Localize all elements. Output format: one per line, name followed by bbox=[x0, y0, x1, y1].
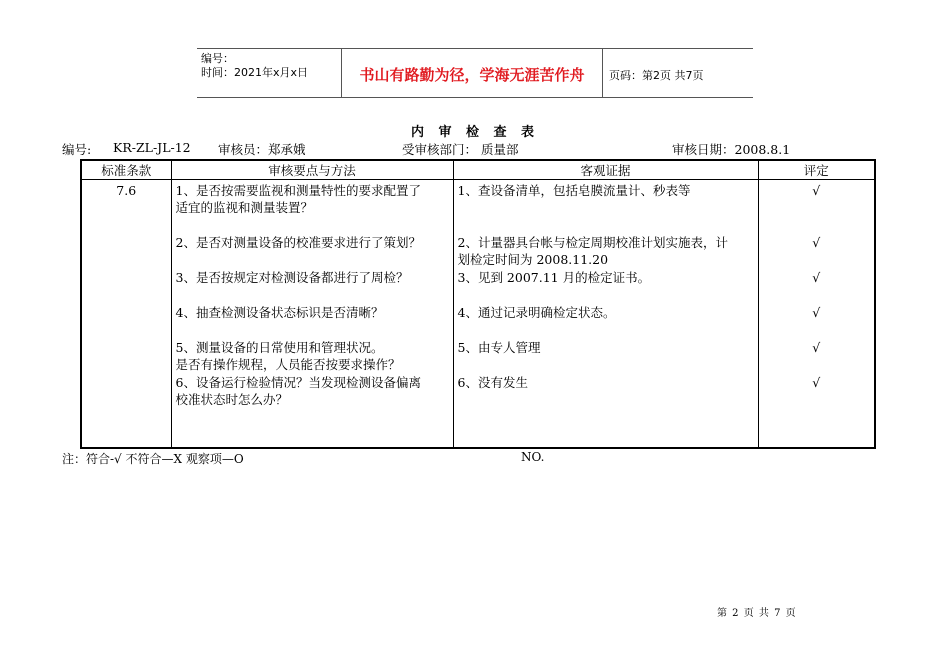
header-evidence: 客观证据 bbox=[453, 160, 758, 180]
point-line: 是否有操作规程，人员能否按要求操作？ bbox=[175, 357, 401, 372]
header-time: 时间：2021年x月x日 bbox=[201, 66, 309, 79]
point-line: 4、抽查检测设备状态标识是否清晰？ bbox=[175, 305, 384, 320]
header-info bbox=[201, 52, 339, 80]
table-header-row bbox=[81, 160, 875, 180]
header-divider bbox=[341, 49, 342, 97]
points-cell bbox=[171, 180, 453, 449]
check-mark: √ bbox=[812, 183, 821, 198]
point-line: 校准状态时怎么办？ bbox=[175, 392, 289, 407]
header-clause: 标准条款 bbox=[81, 160, 171, 180]
evidence-cell bbox=[453, 180, 758, 449]
evidence-line: 4、通过记录明确检定状态。 bbox=[457, 305, 616, 320]
rating-cell bbox=[758, 180, 875, 449]
document-title: 内 审 检 查 表 bbox=[410, 125, 540, 140]
page-header bbox=[197, 48, 753, 98]
evidence-line: 1、查设备清单，包括皂膜流量计、秒表等 bbox=[457, 183, 691, 198]
evidence-line: 2、计量器具台帐与检定周期校准计划实施表，计 bbox=[457, 235, 728, 250]
point-line: 3、是否按规定对检测设备都进行了周检？ bbox=[175, 270, 409, 285]
table-row bbox=[81, 180, 875, 449]
point-line: 1、是否按需要监视和测量特性的要求配置了 bbox=[175, 183, 421, 198]
auditor: 审核员：郑承娥 bbox=[218, 142, 306, 157]
legend-note: 注：符合-√ 不符合—X 观察项—O bbox=[62, 452, 244, 466]
doc-number-value: KR-ZL-JL-12 bbox=[113, 140, 191, 155]
check-mark: √ bbox=[812, 340, 821, 355]
evidence-line: 5、由专人管理 bbox=[457, 340, 541, 355]
header-rating: 评定 bbox=[758, 160, 875, 180]
doc-number-label: 编号: bbox=[62, 142, 92, 157]
header-page-code: 页码：第2页 共7页 bbox=[609, 69, 704, 82]
evidence-line: 3、见到 2007.11 月的检定证书。 bbox=[457, 270, 651, 285]
header-slogan: 书山有路勤为径，学海无涯苦作舟 bbox=[359, 66, 585, 84]
audit-date: 审核日期：2008.8.1 bbox=[672, 142, 791, 157]
check-mark: √ bbox=[812, 305, 821, 320]
header-points: 审核要点与方法 bbox=[171, 160, 453, 180]
check-mark: √ bbox=[812, 270, 821, 285]
check-mark: √ bbox=[812, 375, 821, 390]
point-line: 2、是否对测量设备的校准要求进行了策划？ bbox=[175, 235, 421, 250]
clause-cell: 7.6 bbox=[81, 180, 171, 449]
evidence-line: 划检定时间为 2008.11.20 bbox=[457, 252, 609, 267]
header-divider bbox=[602, 49, 603, 97]
record-number: NO. bbox=[521, 450, 545, 464]
checklist-table bbox=[80, 159, 876, 449]
header-number-label: 编号： bbox=[201, 52, 234, 65]
point-line: 5、测量设备的日常使用和管理状况。 bbox=[175, 340, 384, 355]
evidence-line: 6、没有发生 bbox=[457, 375, 528, 390]
page-footer: 第 2 页 共 7 页 bbox=[717, 608, 797, 619]
audited-department: 受审核部门： 质量部 bbox=[402, 142, 519, 157]
point-line: 6、设备运行检验情况？当发现检测设备偏离 bbox=[175, 375, 421, 390]
point-line: 适宜的监视和测量装置？ bbox=[175, 200, 314, 215]
check-mark: √ bbox=[812, 235, 821, 250]
